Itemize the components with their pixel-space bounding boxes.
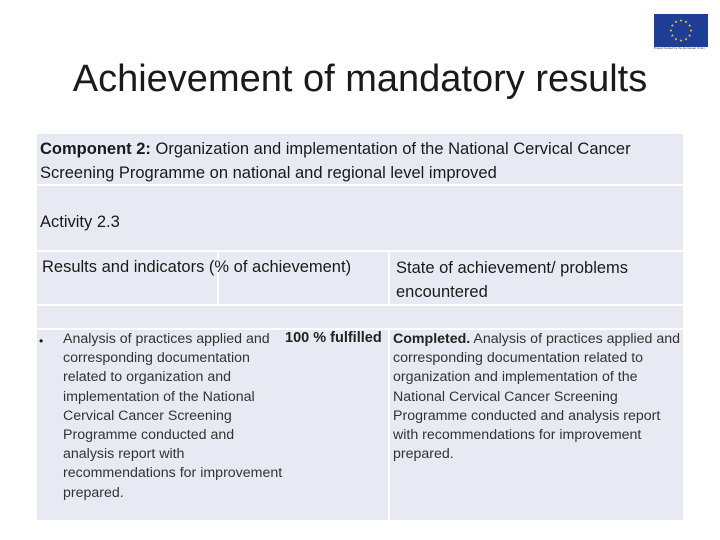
- eu-star: [690, 29, 693, 32]
- activity-row: [37, 186, 683, 250]
- spacer-row: [37, 306, 683, 328]
- component-text: [40, 137, 680, 185]
- eu-logo: [654, 14, 708, 50]
- eu-star: [688, 24, 691, 27]
- eu-star: [671, 34, 674, 37]
- page-title: Achievement of mandatory results: [72, 58, 648, 100]
- activity-label: Activity 2.3: [40, 213, 120, 231]
- state-description: Analysis of practices applied and corresponding documentation related to organization and implementation of the National Cervical Cancer Screening Programme conducted and analysis report with recommendations for improvement prepared.: [393, 331, 681, 463]
- result-text: Analysis of practices applied and corresponding documentation related to organization and implementation of the National Cervical Cancer Screening Programme conducted and analysis report with recommendations for improvement prepared.: [63, 331, 283, 501]
- eu-star: [675, 38, 678, 41]
- eu-star: [685, 20, 688, 23]
- component-description: Organization and implementation of the National Cervical Cancer Screening Programme on national and regional level improved: [40, 140, 631, 182]
- bullet-icon: •: [39, 334, 44, 348]
- eu-star: [671, 24, 674, 27]
- eu-star: [675, 20, 678, 23]
- eu-star: [685, 38, 688, 41]
- eu-star: [688, 34, 691, 37]
- logo-caption: Project funded by the European Union: [654, 47, 705, 50]
- state-header: State of achievement/ problems encountered: [396, 259, 629, 301]
- state-label: Completed.: [393, 331, 471, 347]
- eu-star: [680, 19, 683, 22]
- eu-star: [680, 39, 683, 42]
- results-header: Results and indicators (% of achievement): [42, 258, 352, 276]
- eu-flag-icon: [654, 14, 708, 47]
- achievement-value: 100 % fulfilled: [285, 330, 382, 346]
- eu-star: [670, 29, 673, 32]
- state-text: [393, 330, 681, 464]
- eu-stars: [654, 14, 708, 47]
- component-label: Component 2:: [40, 140, 151, 158]
